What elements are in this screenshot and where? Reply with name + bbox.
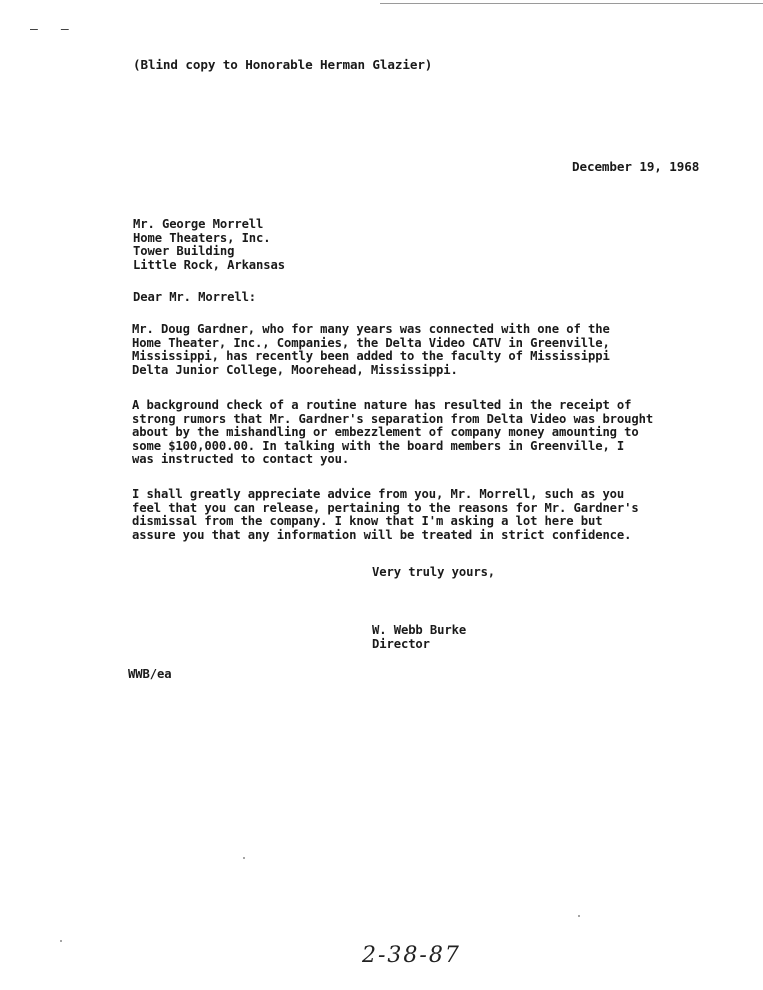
top-edge-rule	[380, 0, 763, 4]
complimentary-close: Very truly yours,	[372, 565, 496, 579]
corner-marks: – –	[30, 22, 69, 37]
scan-speck	[60, 940, 62, 942]
paragraph-line: about by the mishandling or embezzlement of company money amounting to	[132, 425, 639, 440]
paragraph-line: feel that you can release, pertaining to the reasons for Mr. Gardner's	[132, 500, 639, 515]
paragraph-3	[132, 488, 692, 542]
scan-speck	[578, 915, 580, 917]
signature-block	[372, 623, 466, 651]
paragraph-line: Home Theater, Inc., Companies, the Delta Video CATV in Greenville,	[132, 335, 610, 350]
paragraph-line: strong rumors that Mr. Gardner's separation from Delta Video was brought	[132, 411, 654, 426]
handwritten-number: 2-38-87	[362, 943, 461, 968]
scan-speck	[243, 857, 245, 859]
recipient-address	[133, 218, 285, 272]
paragraph-line: assure you that any information will be treated in strict confidence.	[132, 527, 632, 542]
paragraph-1	[132, 323, 692, 377]
signer-title: Director	[372, 637, 430, 651]
reference-initials: WWB/ea	[128, 667, 172, 681]
salutation: Dear Mr. Morrell:	[133, 290, 257, 304]
paragraph-line: dismissal from the company. I know that I'm asking a lot here but	[132, 514, 603, 529]
address-line: Home Theaters, Inc.	[133, 230, 271, 245]
address-line: Mr. George Morrell	[133, 217, 264, 231]
paragraph-line: Delta Junior College, Moorehead, Mississippi.	[132, 362, 458, 377]
signer-name: W. Webb Burke	[372, 623, 467, 637]
paragraph-line: was instructed to contact you.	[132, 452, 350, 467]
address-line: Tower Building	[133, 244, 235, 259]
paragraph-line: some $100,000.00. In talking with the board members in Greenville, I	[132, 438, 625, 453]
blind-copy-note: (Blind copy to Honorable Herman Glazier)	[133, 57, 433, 72]
address-line: Little Rock, Arkansas	[133, 257, 285, 272]
paragraph-2	[132, 399, 692, 467]
paragraph-line: Mr. Doug Gardner, who for many years was connected with one of the	[132, 322, 610, 336]
paragraph-line: Mississippi, has recently been added to the faculty of Mississippi	[132, 349, 610, 364]
letter-date: December 19, 1968	[572, 159, 700, 174]
paragraph-line: I shall greatly appreciate advice from you, Mr. Morrell, such as you	[132, 487, 625, 501]
paragraph-line: A background check of a routine nature has resulted in the receipt of	[132, 398, 632, 412]
